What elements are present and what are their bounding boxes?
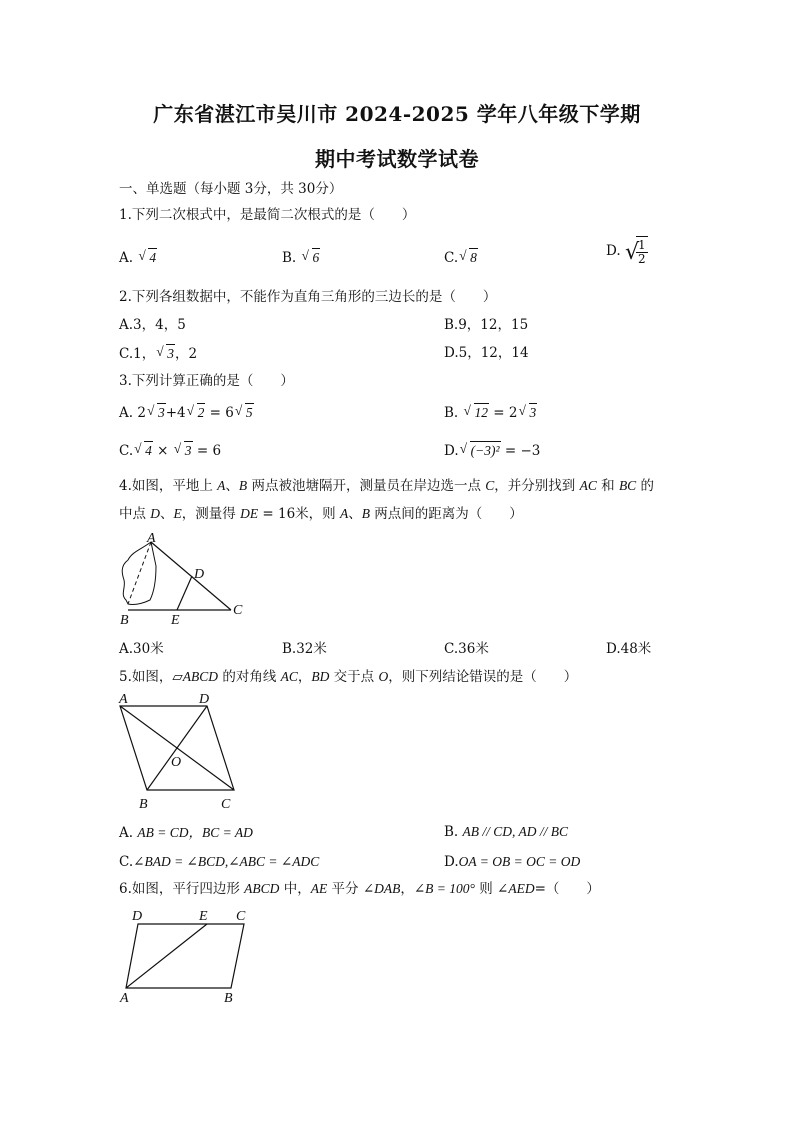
- page-title-line1: 广东省湛江市吴川市 2024-2025 学年八年级下学期: [153, 102, 641, 126]
- q6-label-d: D: [132, 909, 143, 924]
- q6-figure: [110, 904, 270, 1009]
- q5-option-d: D.OA = OB = OC = OD: [444, 854, 581, 870]
- q2-option-b: B.9，12，15: [444, 317, 529, 333]
- q2-stem: 2.下列各组数据中，不能作为直角三角形的三边长的是（ ）: [119, 289, 497, 305]
- q5-label-b: B: [139, 797, 148, 812]
- q6-parallelogram: [126, 924, 244, 988]
- q6-label-c: C: [236, 909, 246, 924]
- q5-option-c: C.∠BAD = ∠BCD,∠ABC = ∠ADC: [119, 854, 320, 870]
- q2-option-a: A.3，4，5: [119, 317, 186, 333]
- q3-option-c: C.√ 4 × √ 3 = 6: [119, 441, 221, 460]
- q5-option-b: B. AB // CD, AD // BC: [444, 824, 569, 840]
- q4-label-c: C: [233, 603, 243, 618]
- q4-stem-line2: 中点 D、E，测量得 DE = 16米，则 A、B 两点间的距离为（ ）: [119, 506, 523, 522]
- q3-option-b: B. √ 12 = 2√ 3: [444, 403, 537, 422]
- q4-option-a: A.30米: [119, 641, 164, 657]
- q1-option-d: D. √ $\frac{1}{2}$: [606, 238, 646, 266]
- q4-label-e: E: [171, 613, 180, 628]
- q6-label-e: E: [199, 909, 208, 924]
- q4-figure: [110, 530, 260, 630]
- q5-diagonal-bd: [147, 706, 207, 790]
- q4-dashed-ab: [128, 542, 151, 604]
- q2-option-d: D.5，12，14: [444, 345, 529, 361]
- q3-option-d: D.√ (−3)² = −3: [444, 441, 540, 460]
- q6-label-a: A: [120, 991, 129, 1006]
- q6-line-ae: [126, 924, 207, 988]
- q4-line-de: [177, 576, 192, 610]
- q1-option-b: B. √ 6: [282, 248, 320, 267]
- q4-pond-outline: [122, 542, 156, 605]
- q2-option-c: C.1，√ 3，2: [119, 344, 197, 363]
- q4-option-d: D.48米: [606, 641, 652, 657]
- q5-figure: [110, 692, 250, 817]
- q5-option-a: A. AB = CD，BC = AD: [119, 825, 253, 841]
- q5-label-a: A: [119, 692, 128, 707]
- q3-option-a: A. 2√ 3+4√ 2 = 6√ 5: [119, 403, 254, 422]
- q5-label-o: O: [171, 755, 182, 770]
- q4-option-c: C.36米: [444, 641, 489, 657]
- q6-label-b: B: [224, 991, 233, 1006]
- q4-label-d: D: [194, 567, 205, 582]
- q1-option-c: C.√ 8: [444, 248, 478, 267]
- q5-label-d: D: [199, 692, 210, 707]
- q6-stem: 6.如图，平行四边形 ABCD 中，AE 平分 ∠DAB，∠B = 100° 则 ∠AED=（ ）: [119, 881, 600, 897]
- q5-stem: 5.如图，▱ABCD 的对角线 AC，BD 交于点 O，则下列结论错误的是（ ）: [119, 669, 578, 685]
- q3-stem: 3.下列计算正确的是（ ）: [119, 373, 294, 389]
- q4-label-b: B: [120, 613, 129, 628]
- q1-option-a: A. √ 4: [119, 248, 157, 267]
- q4-option-b: B.32米: [282, 641, 327, 657]
- q4-line-ac: [151, 542, 231, 610]
- q5-label-c: C: [221, 797, 231, 812]
- q4-label-a: A: [147, 531, 156, 546]
- q1-stem: 1.下列二次根式中，是最简二次根式的是（ ）: [119, 207, 416, 223]
- page-title-line2: 期中考试数学试卷: [315, 147, 479, 171]
- section-heading: 一、单选题（每小题 3分，共 30分）: [119, 181, 343, 197]
- q4-stem-line1: 4.如图，平地上 A、B 两点被池塘隔开，测量员在岸边选一点 C，并分别找到 AC 和 BC 的: [119, 478, 654, 494]
